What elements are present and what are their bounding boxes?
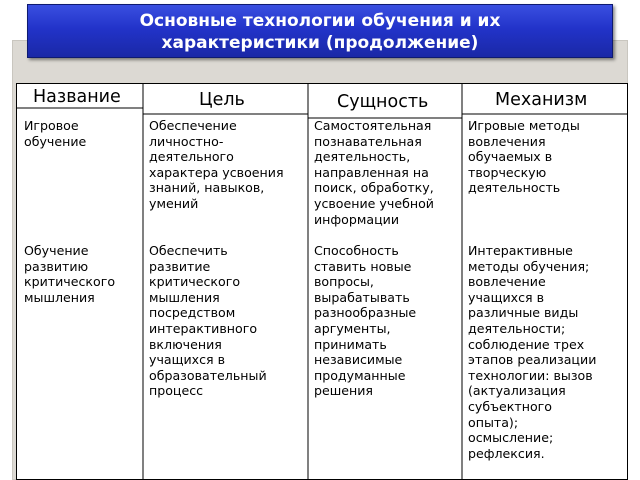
header-mechanism: Механизм [495, 90, 588, 110]
slide-title [27, 4, 613, 58]
row1-goal: Обеспечение личностно- деятельного характера усвоения знаний, навыков, умений [149, 118, 284, 211]
header-name: Название [33, 87, 121, 107]
row2-mechanism: Интерактивные методы обучения; вовлечение учащихся в различные виды деятельности; соблюдение трех этапов реализации технологии: вызов (актуализация субъектного опыта); осмысление; рефлексия. [468, 243, 597, 461]
row1-essence: Самостоятельная познавательная деятельность, направленная на поиск, обработку, усвоение учебной информации [314, 118, 434, 227]
header-goal: Цель [199, 90, 245, 110]
row1-mechanism: Игровые методы вовлечения обучаемых в творческую деятельность [468, 118, 580, 196]
row1-name: Игровое обучение [24, 118, 87, 149]
slide-title-line-1: Основные технологии обучения и их [139, 11, 501, 31]
header-essence: Сущность [337, 92, 429, 112]
row2-name: Обучение развитию критического мышления [24, 243, 116, 305]
row2-goal: Обеспечить развитие критического мышления посредством интерактивного включения учащихся в образовательный процесс [149, 243, 267, 399]
row2-essence: Способность ставить новые вопросы, вырабатывать разнообразные аргументы, принимать независимые продуманные решения [314, 243, 417, 399]
slide-title-line-2: характеристики (продолжение) [161, 33, 479, 53]
technologies-table [16, 83, 628, 480]
